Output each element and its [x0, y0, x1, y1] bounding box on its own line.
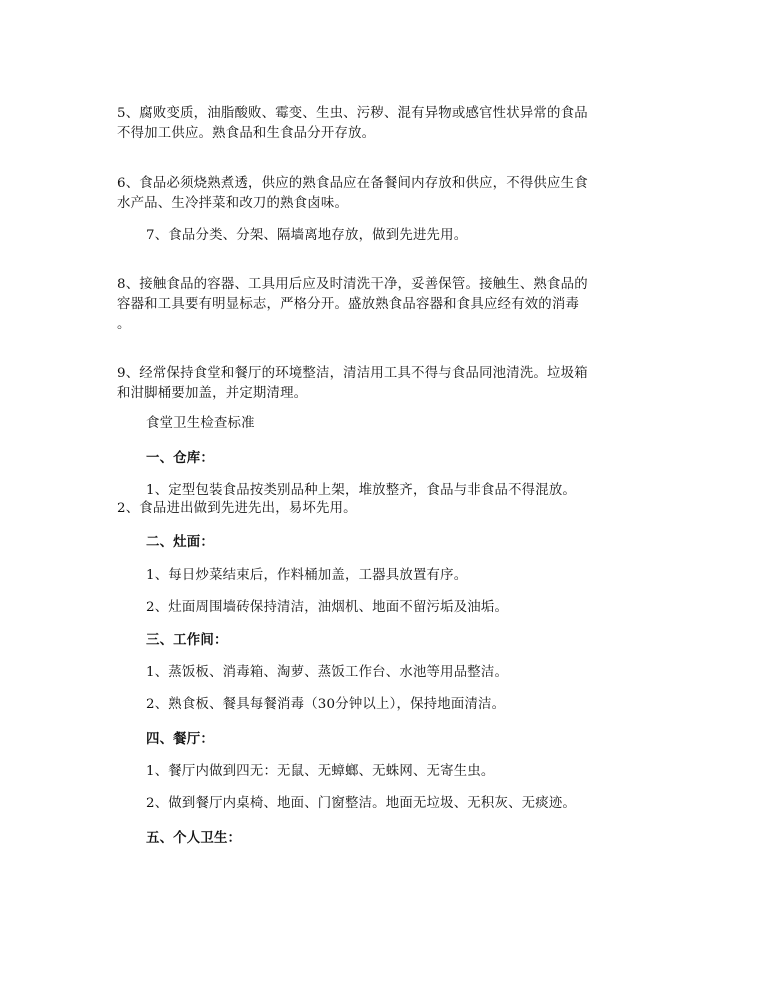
heading-dining-hall: 四、餐厅： — [146, 731, 214, 747]
stove-item-1: 1、每日炒菜结束后，作料桶加盖，工器具放置有序。 — [146, 568, 468, 583]
workroom-item-1: 1、蒸饭板、消毒箱、淘萝、蒸饭工作台、水池等用品整洁。 — [146, 665, 509, 680]
dining-hall-item-1: 1、餐厅内做到四无：无鼠、无蟑螂、无蛛网、无寄生虫。 — [146, 764, 495, 779]
rule-5-line-2: 不得加工供应。熟食品和生食品分开存放。 — [117, 126, 376, 141]
stove-item-2: 2、灶面周围墙砖保持清洁，油烟机、地面不留污垢及油垢。 — [146, 600, 509, 615]
rule-7: 7、食品分类、分架、隔墙离地存放，做到先进先用。 — [146, 228, 468, 243]
rule-8-line-2: 容器和工具要有明显标志，严格分开。盛放熟食品容器和食具应经有效的消毒 — [117, 297, 580, 312]
heading-stove: 二、灶面： — [146, 534, 214, 550]
rule-8-line-3: 。 — [117, 317, 131, 332]
warehouse-item-2: 2、食品进出做到先进先出，易坏先用。 — [117, 501, 357, 516]
rule-8-line-1: 8、接触食品的容器、工具用后应及时清洗干净，妥善保管。接触生、熟食品的 — [117, 277, 588, 292]
section-title: 食堂卫生检查标准 — [146, 416, 255, 431]
rule-6-line-1: 6、食品必须烧熟煮透，供应的熟食品应在备餐间内存放和供应，不得供应生食 — [117, 176, 588, 191]
rule-9-line-2: 和泔脚桶要加盖，并定期清理。 — [117, 386, 308, 401]
rule-9-line-1: 9、经常保持食堂和餐厅的环境整洁，清洁用工具不得与食品同池清洗。垃圾箱 — [117, 366, 588, 381]
heading-personal-hygiene: 五、个人卫生： — [146, 830, 242, 846]
workroom-item-2: 2、熟食板、餐具每餐消毒（30分钟以上），保持地面清洁。 — [146, 697, 506, 712]
warehouse-item-1: 1、定型包装食品按类别品种上架，堆放整齐，食品与非食品不得混放。 — [146, 483, 577, 498]
heading-warehouse: 一、仓库： — [146, 450, 214, 466]
rule-6-line-2: 水产品、生冷拌菜和改刀的熟食卤味。 — [117, 196, 349, 211]
heading-workroom: 三、工作间： — [146, 632, 228, 648]
dining-hall-item-2: 2、做到餐厅内桌椅、地面、门窗整洁。地面无垃圾、无积灰、无痰迹。 — [146, 796, 577, 811]
rule-5-line-1: 5、腐败变质，油脂酸败、霉变、生虫、污秽、混有异物或感官性状异常的食品 — [117, 106, 588, 121]
